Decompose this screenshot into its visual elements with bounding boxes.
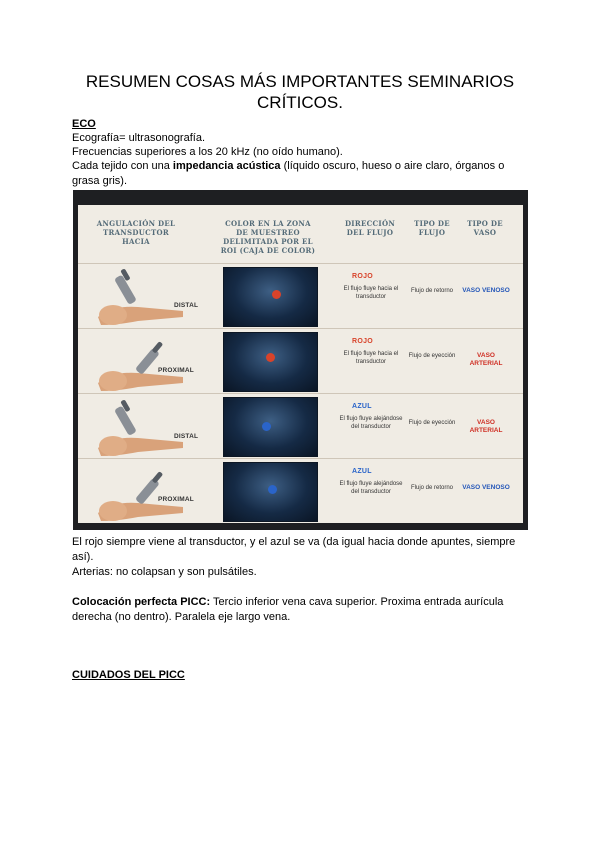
row-divider <box>78 263 523 264</box>
ultrasound-image-3 <box>223 397 318 457</box>
row-1-flow: Flujo de retorno <box>410 288 454 294</box>
arm-transducer-illustration <box>93 398 193 458</box>
row-divider <box>78 328 523 329</box>
header-angulacion: ANGULACIÓN DEL TRANSDUCTOR HACIA <box>96 219 176 246</box>
eco-line-3 <box>72 159 517 189</box>
document-title <box>60 71 540 113</box>
row-1-color: ROJO <box>352 273 374 280</box>
row-2-flow: Flujo de eyección <box>408 353 456 359</box>
doppler-table <box>78 205 523 523</box>
eco-line-1: Ecografía= ultrasonografía. <box>72 132 205 144</box>
row-4-vessel: VASO VENOSO <box>462 484 510 491</box>
header-color: COLOR EN LA ZONA DE MUESTREO DELIMITADA POR EL ROI (CAJA DE COLOR) <box>220 219 316 255</box>
row-1-direction: El flujo fluye hacia el transductor <box>343 286 399 300</box>
row-2-color: ROJO <box>352 338 374 345</box>
title-line-1: RESUMEN COSAS MÁS IMPORTANTES SEMINARIOS <box>85 72 515 91</box>
row-2-vessel: VASO ARTERIAL <box>469 352 503 367</box>
title-line-2: CRÍTICOS. <box>257 93 343 112</box>
eco-line-3-prefix: Cada tejido con una <box>72 160 173 172</box>
row-divider <box>78 458 523 459</box>
arm-transducer-illustration <box>93 267 193 327</box>
arm-transducer-illustration <box>93 463 193 523</box>
row-4-color: AZUL <box>352 468 372 475</box>
header-tipo-vaso: TIPO DE VASO <box>467 219 503 237</box>
doppler-table-photo <box>73 190 528 530</box>
row-3-color: AZUL <box>352 403 372 410</box>
row-3-vessel: VASO ARTERIAL <box>469 419 503 434</box>
ultrasound-image-1 <box>223 267 318 327</box>
row-divider <box>78 393 523 394</box>
row-4-position: PROXIMAL <box>158 496 194 503</box>
row-3-direction: El flujo fluye alejándose del transductor <box>339 416 403 430</box>
row-3-position: DISTAL <box>174 433 199 440</box>
row-1-vessel: VASO VENOSO <box>462 287 510 294</box>
picc-paragraph <box>72 595 522 625</box>
picc-bold-label: Colocación perfecta PICC: <box>72 596 211 608</box>
arm-transducer-illustration <box>93 333 193 393</box>
eco-line-3-suffix: (líquido oscuro, hueso o aire claro, órganos o grasa gris). <box>72 160 505 187</box>
row-2-position: PROXIMAL <box>158 367 194 374</box>
red-flow-marker <box>272 290 281 299</box>
ultrasound-image-2 <box>223 332 318 392</box>
summary-line-2: Arterias: no colapsan y son pulsátiles. <box>72 566 257 578</box>
eco-line-3-bold: impedancia acústica <box>172 160 281 172</box>
row-4-direction: El flujo fluye alejándose del transductor <box>339 481 403 495</box>
red-flow-marker <box>266 353 275 362</box>
section-heading-eco: ECO <box>72 118 96 130</box>
row-1-position: DISTAL <box>174 302 199 309</box>
row-2-direction: El flujo fluye hacia el transductor <box>343 351 399 365</box>
summary-line-1: El rojo siempre viene al transductor, y el azul se va (da igual hacia donde apuntes, siempre así). <box>72 536 516 563</box>
ultrasound-image-4 <box>223 462 318 522</box>
blue-flow-marker <box>268 485 277 494</box>
eco-line-2: Frecuencias superiores a los 20 kHz (no oído humano). <box>72 146 343 158</box>
header-direccion: DIRECCIÓN DEL FLUJO <box>344 219 396 237</box>
picc-text: Tercio inferior vena cava superior. Proxima entrada aurícula derecha (no dentro). Paralela eje largo vena. <box>72 596 504 623</box>
header-tipo-flujo: TIPO DE FLUJO <box>414 219 450 237</box>
row-4-flow: Flujo de retorno <box>410 485 454 491</box>
blue-flow-marker <box>262 422 271 431</box>
section-heading-cuidados: CUIDADOS DEL PICC <box>72 669 185 681</box>
row-3-flow: Flujo de eyección <box>408 420 456 426</box>
